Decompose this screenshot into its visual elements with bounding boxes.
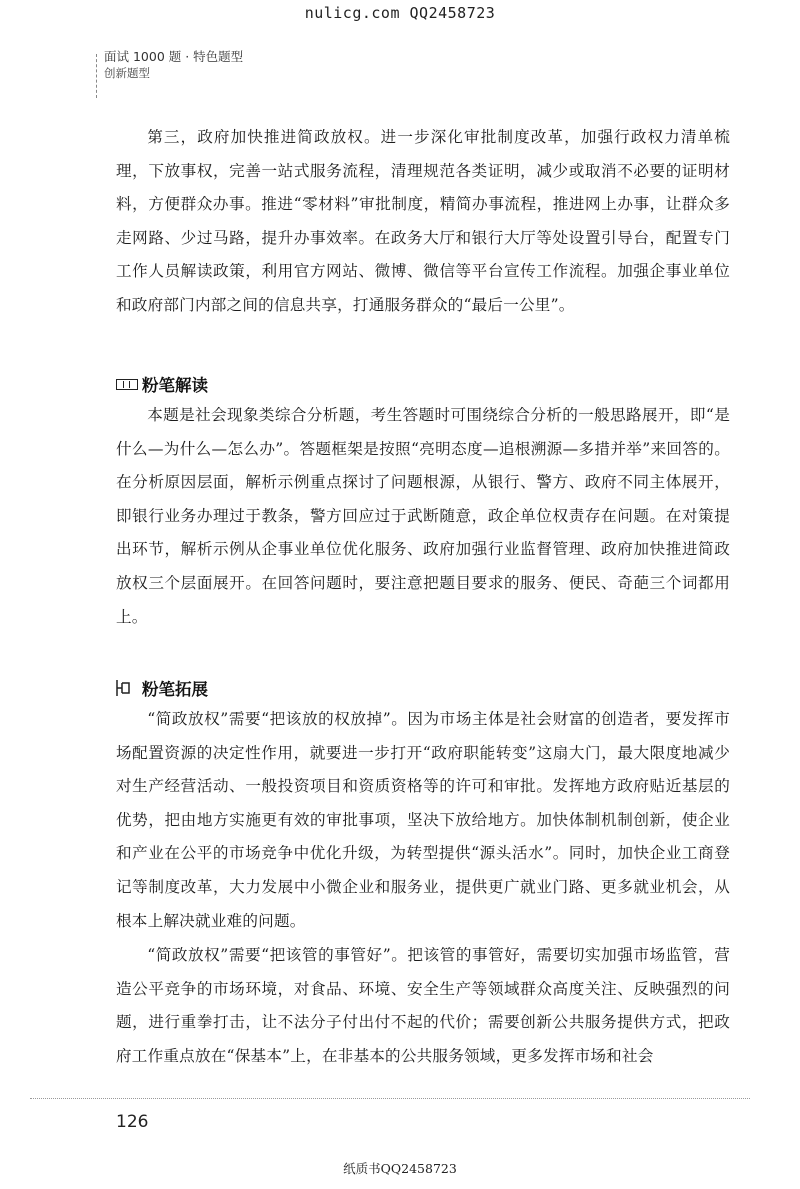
page-number: 126 xyxy=(116,1112,149,1132)
page-bottom-rule xyxy=(30,1098,750,1099)
section-heading-expansion-label: 粉笔拓展 xyxy=(142,680,208,699)
paragraph-decentralization: “简政放权”需要“把该放的权放掉”。因为市场主体是社会财富的创造者，要发挥市场配置资源的决定性作用，就要进一步打开“政府职能转变”这扇大门，最大限度地减少对生产经营活动、一般投资项目和资质资格等的许可和审批。发挥地方政府贴近基层的优势，把由地方实施更有效的审批事项，坚决下放给地方。加快体制机制创新，使企业和产业在公平的市场竞争中优化升级，为转型提供“源头活水”。同时，加快企业工商登记等制度改革，大力发展中小微企业和服务业，提供更广就业门路、更多就业机会，从根本上解决就业难的问题。 xyxy=(116,710,730,930)
book-header xyxy=(104,48,243,82)
section-heading-reading-label: 粉笔解读 xyxy=(142,376,208,395)
book-header-subtitle: 创新题型 xyxy=(104,66,150,80)
section-heading-expansion xyxy=(116,676,208,700)
watermark-top: nulicg.com QQ2458723 xyxy=(304,4,496,22)
book-icon xyxy=(116,379,138,390)
paragraph-regulation: “简政放权”需要“把该管的事管好”。把该管的事管好，需要切实加强市场监管，营造公平竞争的市场环境，对食品、环境、安全生产等领域群众高度关注、反映强烈的问题，进行重拳打击，让不法分子付出付不起的代价；需要创新公共服务提供方式，把政府工作重点放在“保基本”上，在非基本的公共服务领域，更多发挥市场和社会 xyxy=(116,946,730,1065)
book-header-title: 面试 1000 题 · 特色题型 xyxy=(104,49,244,64)
paragraph-analysis: 本题是社会现象类综合分析题，考生答题时可围绕综合分析的一般思路展开，即“是什么—为什么—怎么办”。答题框架是按照“亮明态度—追根溯源—多措并举”来回答的。在分析原因层面，解析示例重点探讨了问题根源，从银行、警方、政府不同主体展开，即银行业务办理过于教条，警方回应过于武断随意，政企单位权责存在问题。在对策提出环节，解析示例从企事业单位优化服务、政府加强行业监督管理、政府加快推进简政放权三个层面展开。在回答问题时，要注意把题目要求的服务、便民、奇葩三个词都用上。 xyxy=(116,406,730,626)
paragraph-government-reform: 第三，政府加快推进简政放权。进一步深化审批制度改革，加强行政权力清单梳理，下放事权，完善一站式服务流程，清理规范各类证明，减少或取消不必要的证明材料，方便群众办事。推进“零材料”审批制度，精简办事流程，推进网上办事，让群众多走网路、少过马路，提升办事效率。在政务大厅和银行大厅等处设置引导台，配置专门工作人员解读政策，利用官方网站、微博、微信等平台宣传工作流程。加强企事业单位和政府部门内部之间的信息共享，打通服务群众的“最后一公里”。 xyxy=(116,128,730,314)
header-margin-marks xyxy=(96,54,99,98)
expand-icon xyxy=(116,679,130,697)
watermark-bottom: 纸质书QQ2458723 xyxy=(343,1161,457,1176)
section-heading-reading xyxy=(116,372,208,396)
